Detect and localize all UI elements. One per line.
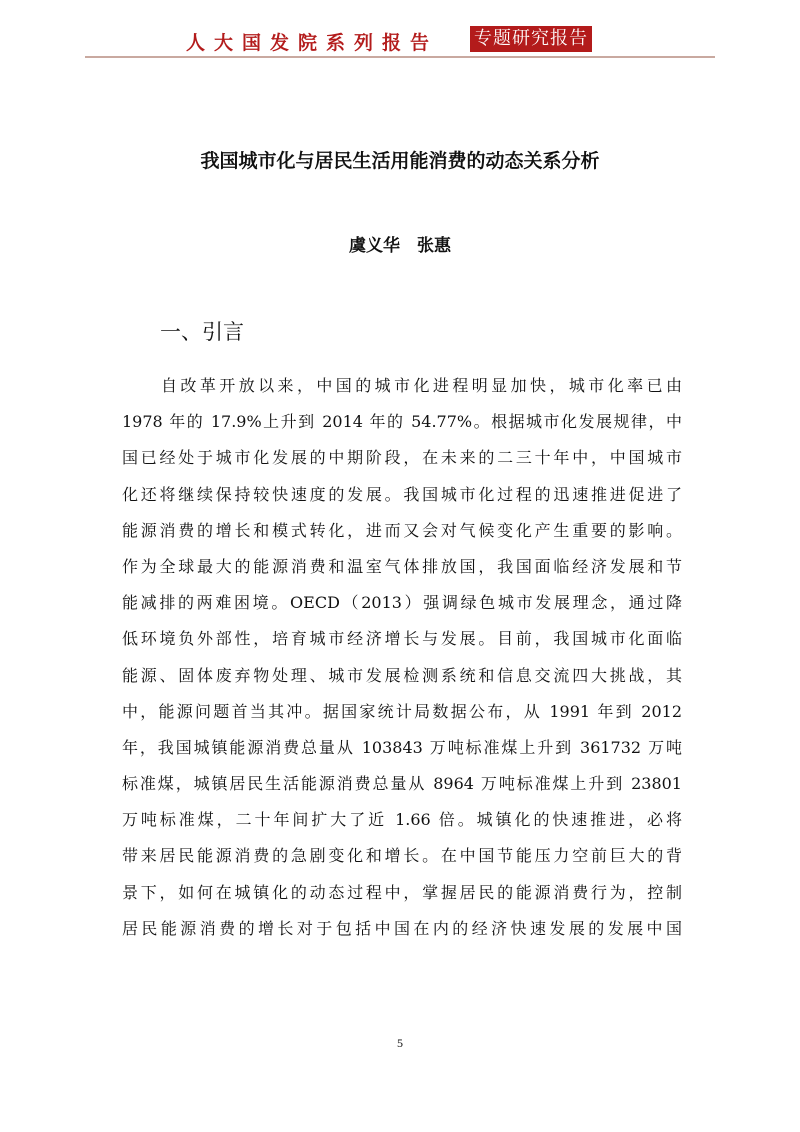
page-header — [0, 24, 800, 60]
paragraph-line: 自改革开放以来，中国的城市化进程明显加快，城市化率已由 — [161, 376, 682, 395]
article-title: 我国城市化与居民生活用能消费的动态关系分析 — [200, 150, 600, 172]
paragraph-line: 1978 年的 17.9%上升到 2014 年的 54.77%。根据城市化发展规律，中 — [122, 412, 682, 432]
header-divider — [85, 56, 715, 58]
paragraph-line: 能源、固体废弃物处理、城市发展检测系统和信息交流四大挑战，其 — [122, 665, 682, 685]
paragraph-line: 化还将继续保持较快速度的发展。我国城市化过程的迅速推进促进了 — [122, 484, 682, 504]
body-paragraph — [122, 368, 682, 947]
paragraph-line: 居民能源消费的增长对于包括中国在内的经济快速发展的发展中国 — [122, 918, 682, 938]
paragraph-line: 景下，如何在城镇化的动态过程中，掌握居民的能源消费行为，控制 — [122, 882, 682, 902]
paragraph-line: 万吨标准煤，二十年间扩大了近 1.66 倍。城镇化的快速推进，必将 — [122, 810, 682, 830]
paragraph-line: 带来居民能源消费的急剧变化和增长。在中国节能压力空前巨大的背 — [122, 846, 682, 866]
paragraph-line: 低环境负外部性，培育城市经济增长与发展。目前，我国城市化面临 — [122, 629, 682, 649]
report-series-title: 人大国发院系列报告 — [186, 32, 439, 54]
paragraph-line: 能减排的两难困境。OECD（2013）强调绿色城市发展理念，通过降 — [122, 593, 682, 613]
report-type-badge: 专题研究报告 — [470, 26, 592, 52]
paragraph-line: 标准煤，城镇居民生活能源消费总量从 8964 万吨标准煤上升到 23801 — [122, 774, 682, 794]
section-heading: 一、引言 — [160, 320, 244, 344]
paragraph-line: 能源消费的增长和模式转化，进而又会对气候变化产生重要的影响。 — [122, 520, 682, 540]
paragraph-line: 作为全球最大的能源消费和温室气体排放国，我国面临经济发展和节 — [122, 556, 682, 576]
page-number: 5 — [397, 1036, 403, 1050]
paragraph-line: 国已经处于城市化发展的中期阶段，在未来的二三十年中，中国城市 — [122, 448, 682, 468]
article-authors: 虞义华 张惠 — [349, 236, 451, 256]
paragraph-line: 年，我国城镇能源消费总量从 103843 万吨标准煤上升到 361732 万吨 — [122, 737, 682, 757]
paragraph-line: 中，能源问题首当其冲。据国家统计局数据公布，从 1991 年到 2012 — [122, 701, 682, 721]
